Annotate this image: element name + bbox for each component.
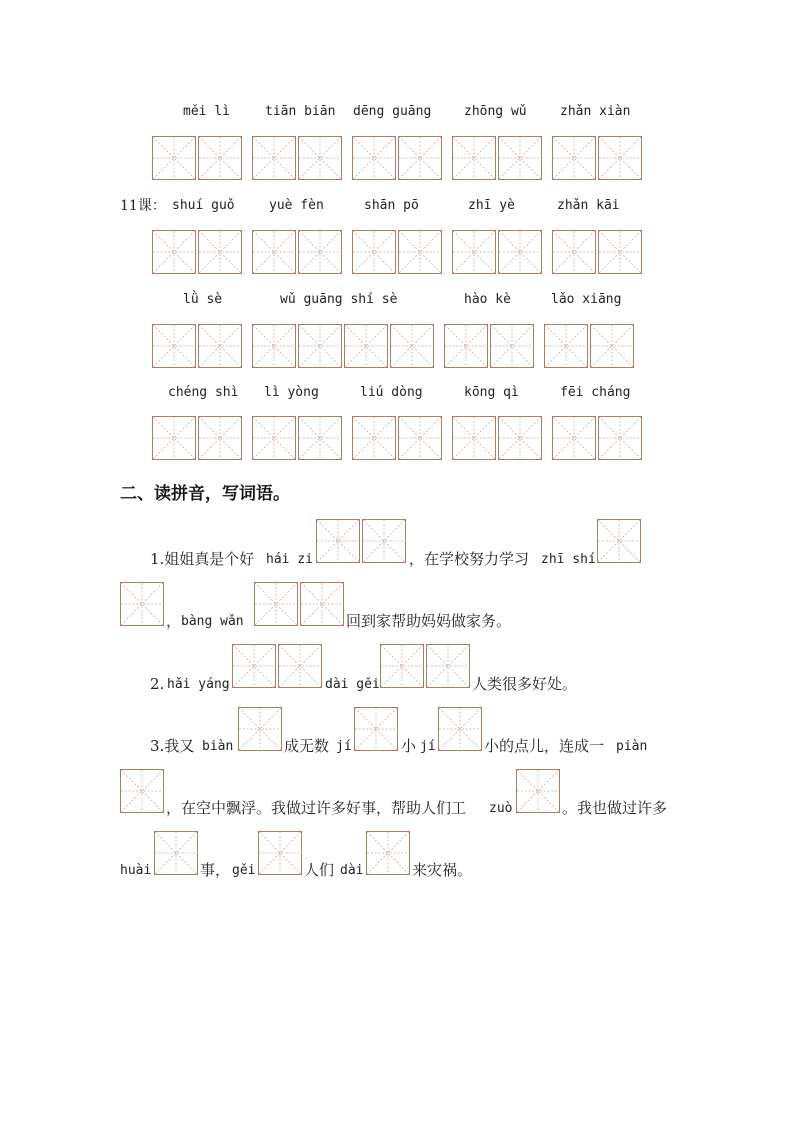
character-grid-box[interactable] [316,519,360,563]
character-grid-box[interactable] [598,230,642,274]
sentence-text: ，在空中飘浮。我做过许多好事，帮助人们工 [166,799,467,817]
character-grid-box[interactable] [452,136,496,180]
character-grid-box[interactable] [398,416,442,460]
pinyin-label: lǜ sè [183,292,223,307]
pinyin-prompt: biàn [202,739,234,754]
pinyin-label: dēng guāng [353,104,432,119]
character-grid-box[interactable] [252,230,296,274]
pinyin-label: měi lì [183,104,230,119]
character-grid-box[interactable] [498,416,542,460]
pinyin-label: zhǎn xiàn [560,104,631,119]
sentence-text: 2. [150,675,165,693]
character-grid-box[interactable] [254,582,298,626]
character-grid-box[interactable] [252,324,296,368]
pinyin-label: yuè fèn [269,198,324,213]
character-grid-box[interactable] [598,416,642,460]
character-grid-box[interactable] [120,769,164,813]
sentence-text: 人类很多好处。 [472,675,578,693]
lesson-label: 11课： [120,198,166,214]
pinyin-label: lì yòng [264,385,319,400]
character-grid-box[interactable] [354,707,398,751]
pinyin-prompt: huài [120,863,152,878]
sentence-text: 1.姐姐真是个好 [150,550,255,568]
sentence-text: 事， [200,861,231,879]
character-grid-box[interactable] [298,324,342,368]
pinyin-prompt: hái zi [266,552,313,567]
character-grid-box[interactable] [298,136,342,180]
character-grid-box[interactable] [258,831,302,875]
pinyin-prompt: hǎi yáng [167,677,230,692]
character-grid-box[interactable] [300,582,344,626]
character-grid-box[interactable] [490,324,534,368]
pinyin-label: chéng shì [168,385,239,400]
sentence-text: ， [166,612,182,630]
sentence-text: 小 [401,737,417,755]
pinyin-label: tiān biān [265,104,336,119]
pinyin-prompt: bàng wǎn [181,614,244,629]
character-grid-box[interactable] [298,416,342,460]
sentence-text: 小的点儿，连成一 [484,737,605,755]
character-grid-box[interactable] [352,416,396,460]
character-grid-box[interactable] [498,136,542,180]
pinyin-label: zhī yè [468,198,515,213]
pinyin-label: lǎo xiāng [551,292,622,307]
character-grid-box[interactable] [198,136,242,180]
character-grid-box[interactable] [366,831,410,875]
character-grid-box[interactable] [298,230,342,274]
pinyin-prompt: piàn [616,739,648,754]
pinyin-prompt: jí [420,739,436,754]
character-grid-box[interactable] [362,519,406,563]
pinyin-label: kōng qì [464,385,519,400]
pinyin-prompt: zuò [489,801,513,816]
pinyin-prompt: dài gěi [325,677,380,692]
character-grid-box[interactable] [544,324,588,368]
character-grid-box[interactable] [252,136,296,180]
sentence-text: 成无数 [284,737,330,755]
character-grid-box[interactable] [344,324,388,368]
character-grid-box[interactable] [598,136,642,180]
character-grid-box[interactable] [152,416,196,460]
character-grid-box[interactable] [398,136,442,180]
pinyin-prompt: zhī shí [541,552,596,567]
sentence-text: 3.我又 [150,737,195,755]
character-grid-box[interactable] [154,831,198,875]
pinyin-label: hào kè [464,292,511,307]
character-grid-box[interactable] [452,416,496,460]
character-grid-box[interactable] [390,324,434,368]
character-grid-box[interactable] [152,324,196,368]
character-grid-box[interactable] [597,519,641,563]
character-grid-box[interactable] [232,644,276,688]
character-grid-box[interactable] [252,416,296,460]
character-grid-box[interactable] [590,324,634,368]
pinyin-label: zhōng wǔ [464,104,527,119]
pinyin-prompt: dài [340,863,364,878]
character-grid-box[interactable] [516,769,560,813]
character-grid-box[interactable] [498,230,542,274]
pinyin-label: wǔ guāng shí sè [280,292,398,307]
sentence-text: 来灾祸。 [412,861,473,879]
character-grid-box[interactable] [552,416,596,460]
character-grid-box[interactable] [398,230,442,274]
character-grid-box[interactable] [380,644,424,688]
character-grid-box[interactable] [444,324,488,368]
character-grid-box[interactable] [552,136,596,180]
character-grid-box[interactable] [198,230,242,274]
sentence-text: 人们 [304,861,335,879]
pinyin-prompt: gěi [232,863,256,878]
character-grid-box[interactable] [352,136,396,180]
character-grid-box[interactable] [238,707,282,751]
section-heading: 二、读拼音，写词语。 [120,484,290,504]
character-grid-box[interactable] [452,230,496,274]
pinyin-prompt: jí [336,739,352,754]
sentence-text: ，在学校努力学习 [409,550,530,568]
character-grid-box[interactable] [152,136,196,180]
character-grid-box[interactable] [152,230,196,274]
character-grid-box[interactable] [198,324,242,368]
character-grid-box[interactable] [426,644,470,688]
character-grid-box[interactable] [438,707,482,751]
pinyin-label: liú dòng [360,385,423,400]
character-grid-box[interactable] [198,416,242,460]
character-grid-box[interactable] [278,644,322,688]
pinyin-label: fēi cháng [560,385,631,400]
character-grid-box[interactable] [352,230,396,274]
character-grid-box[interactable] [120,582,164,626]
sentence-text: 。我也做过许多 [562,799,668,817]
pinyin-label: shuí guǒ [172,198,235,213]
pinyin-label: shān pō [364,198,419,213]
character-grid-box[interactable] [552,230,596,274]
sentence-text: 回到家帮助妈妈做家务。 [346,612,512,630]
pinyin-label: zhǎn kāi [557,198,620,213]
